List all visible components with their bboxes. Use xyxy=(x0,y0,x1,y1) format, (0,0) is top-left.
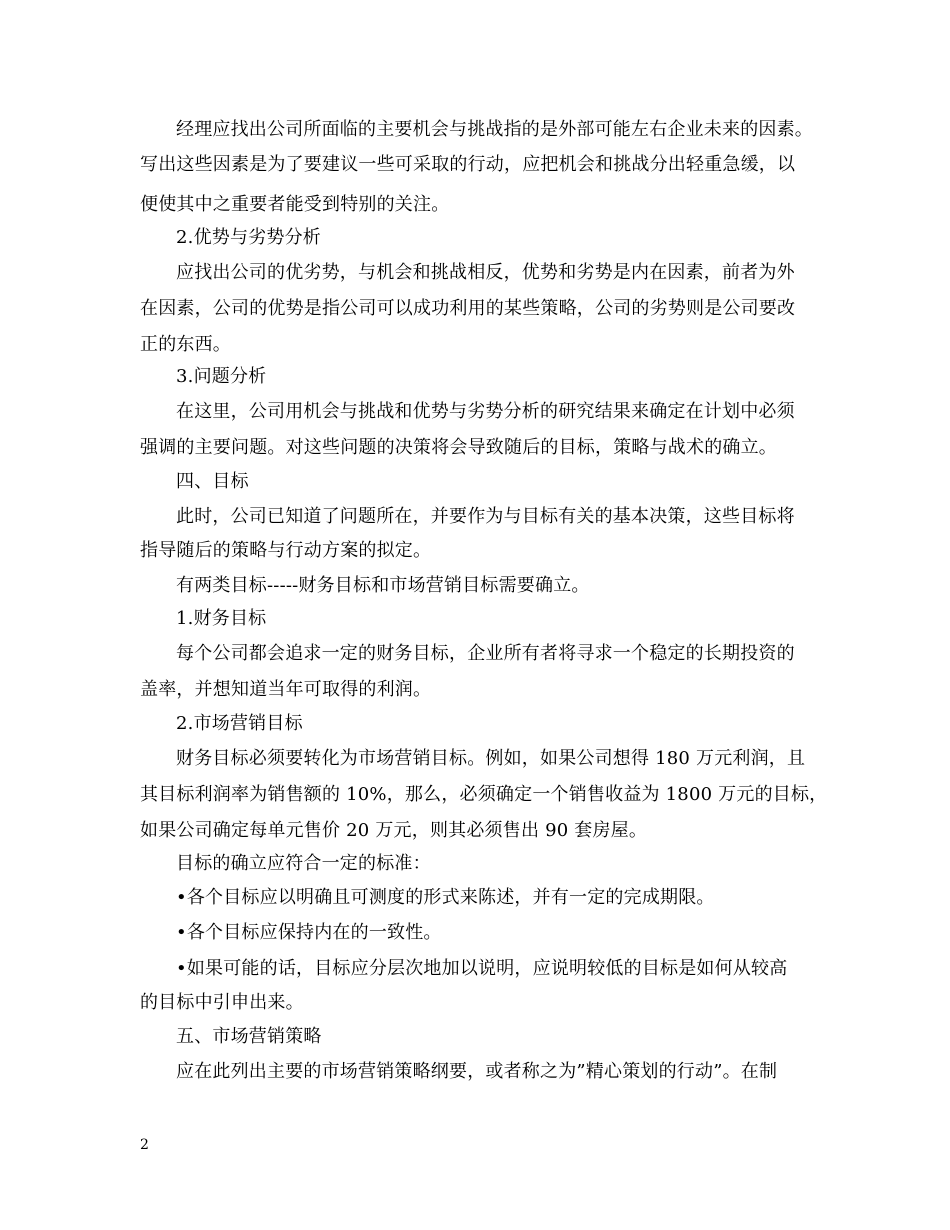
body-line-28: 应在此列出主要的市场营销策略纲要，或者称之为”精心策划的行动”。在制 xyxy=(176,1061,778,1082)
body-line-7: 正的东西。 xyxy=(140,334,231,355)
section-heading-marketing-objectives: 2.市场营销目标 xyxy=(176,713,303,734)
section-heading-financial-objectives: 1.财务目标 xyxy=(176,608,267,629)
body-line-16: 每个公司都会追求一定的财务目标，企业所有者将寻求一个稳定的长期投资的 xyxy=(176,643,795,664)
section-heading-problem-analysis: 3.问题分析 xyxy=(176,366,267,387)
body-line-17: 盖率，并想知道当年可取得的利润。 xyxy=(140,679,432,700)
body-line-6: 在因素，公司的优势是指公司可以成功利用的某些策略，公司的劣势则是公司要改 xyxy=(140,298,796,319)
body-line-12: 此时，公司已知道了问题所在，并要作为与目标有关的基本决策，这些目标将 xyxy=(176,506,795,527)
body-line-3: 便使其中之重要者能受到特别的关注。 xyxy=(140,194,450,215)
body-line-1: 经理应找出公司所面临的主要机会与挑战指的是外部可能左右企业未来的因素。 xyxy=(176,119,813,140)
page-number: 2 xyxy=(140,1137,149,1153)
body-line-19: 财务目标必须要转化为市场营销目标。例如，如果公司想得 180 万元利润，且 xyxy=(176,748,806,769)
body-line-21: 如果公司确定每单元售价 20 万元，则其必须售出 90 套房屋。 xyxy=(140,820,648,841)
body-line-14: 有两类目标-----财务目标和市场营销目标需要确立。 xyxy=(176,575,590,596)
body-line-9: 在这里，公司用机会与挑战和优势与劣势分析的研究结果来确定在计划中必须 xyxy=(176,401,795,422)
body-line-10: 强调的主要问题。对这些问题的决策将会导致随后的目标，策略与战术的确立。 xyxy=(140,437,777,458)
bullet-item-1: •各个目标应以明确且可测度的形式来陈述，并有一定的完成期限。 xyxy=(176,887,715,908)
bullet-item-3: •如果可能的话，目标应分层次地加以说明，应说明较低的目标是如何从较高 xyxy=(176,958,788,979)
body-line-13: 指导随后的策略与行动方案的拟定。 xyxy=(140,540,432,561)
section-heading-marketing-strategy: 五、市场营销策略 xyxy=(176,1026,322,1047)
section-heading-strengths-weaknesses: 2.优势与劣势分析 xyxy=(176,227,321,248)
bullet-item-2: •各个目标应保持内在的一致性。 xyxy=(176,922,442,943)
section-heading-objectives: 四、目标 xyxy=(176,471,249,492)
body-line-20: 其目标利润率为销售额的 10%，那么，必须确定一个销售收益为 1800 万元的目标， xyxy=(140,784,828,805)
body-line-26: 的目标中引申出来。 xyxy=(140,992,304,1013)
body-line-22: 目标的确立应符合一定的标准： xyxy=(176,853,431,874)
body-line-5: 应找出公司的优劣势，与机会和挑战相反，优势和劣势是内在因素，前者为外 xyxy=(176,262,795,283)
body-line-2: 写出这些因素是为了要建议一些可采取的行动，应把机会和挑战分出轻重急缓，以 xyxy=(140,154,796,175)
